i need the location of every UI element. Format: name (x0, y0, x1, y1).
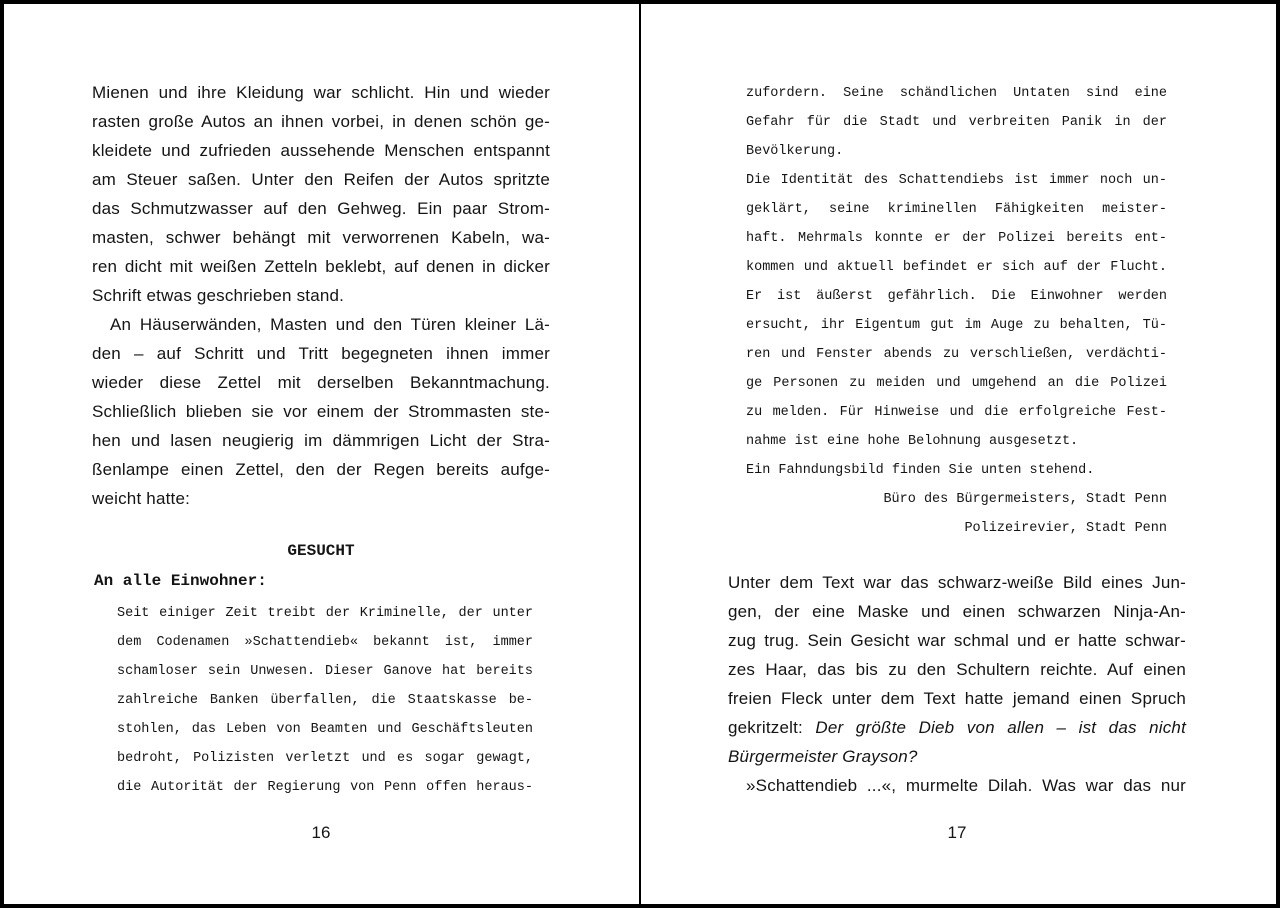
text-line: Seit einiger Zeit treibt der Kriminelle, der unter (117, 606, 533, 621)
text-line: geklärt, seine kriminellen Fähigkeiten meister- (746, 202, 1167, 217)
text-line: Schließlich blieben sie vor einem der Strommasten ste- (92, 402, 550, 421)
text-line: wieder diese Zettel mit derselben Bekanntmachung. (92, 373, 550, 392)
wanted-notice-heading: GESUCHT (287, 542, 355, 560)
text-line: Ein Fahndungsbild finden Sie unten stehend. (746, 463, 1095, 478)
text-line: stohlen, das Leben von Beamten und Geschäftsleuten (117, 722, 533, 737)
text-line: rasten große Autos an ihnen vorbei, in denen schön ge- (92, 112, 550, 131)
text-line: Bevölkerung. (746, 144, 844, 159)
text-line: das Schmutzwasser auf den Gehweg. Ein paar Strom- (92, 199, 550, 218)
text-line-italic: Bürgermeister Grayson? (728, 747, 918, 766)
text-line: freien Fleck unter dem Text hatte jemand einen Spruch (728, 689, 1186, 708)
text-line: zahlreiche Banken überfallen, die Staatskasse be- (117, 693, 533, 708)
text-line: zes Haar, das bis zu den Schultern reichte. Auf einen (728, 660, 1186, 679)
text-line: Unter dem Text war das schwarz-weiße Bild eines Jun- (728, 573, 1186, 592)
text-line: ßenlampe einen Zettel, den der Regen bereits aufge- (92, 460, 550, 479)
text-line: gen, der eine Maske und einen schwarzen Ninja-An- (728, 602, 1186, 621)
text-line: ren dicht mit weißen Zetteln beklebt, auf denen in dicker (92, 257, 550, 276)
text-line: hen und lasen neugierig im dämmrigen Licht der Stra- (92, 431, 550, 450)
text-line: An Häuserwänden, Masten und den Türen kleiner Lä- (110, 315, 550, 334)
signature-line: Büro des Bürgermeisters, Stadt Penn (883, 492, 1167, 507)
text-line: kommen und aktuell befindet er sich auf der Flucht. (746, 260, 1167, 275)
text-line: Die Identität des Schattendiebs ist immer noch un- (746, 173, 1167, 188)
text-line: ersucht, ihr Eigentum gut im Auge zu behalten, Tü- (746, 318, 1167, 333)
text-line: kleidete und zufrieden aussehende Menschen entspannt (92, 141, 550, 160)
page-number-right: 17 (947, 823, 967, 842)
wanted-notice-salutation: An alle Einwohner: (94, 572, 267, 590)
text-line: Gefahr für die Stadt und verbreiten Panik in der (746, 115, 1167, 130)
text-line: masten, schwer behängt mit verworrenen Kabeln, wa- (92, 228, 550, 247)
text-line: Schrift etwas geschrieben stand. (92, 286, 345, 305)
text-line: »Schattendieb ...«, murmelte Dilah. Was war das nur (746, 776, 1186, 795)
text-run: gekritzelt: (728, 718, 816, 737)
text-line: zu melden. Für Hinweise und die erfolgreiche Fest- (746, 405, 1167, 420)
text-line: zufordern. Seine schändlichen Untaten sind eine (746, 86, 1167, 101)
text-line: haft. Mehrmals konnte er der Polizei bereits ent- (746, 231, 1167, 246)
text-line: nahme ist eine hohe Belohnung ausgesetzt. (746, 434, 1079, 449)
text-line: Mienen und ihre Kleidung war schlicht. Hin und wieder (92, 83, 550, 102)
text-run-italic: Der größte Dieb von allen – ist das nicht (815, 718, 1187, 737)
text-line: dem Codenamen »Schattendieb« bekannt ist, immer (117, 635, 533, 650)
text-line: ren und Fenster abends zu verschließen, verdächti- (746, 347, 1167, 362)
text-line: am Steuer saßen. Unter den Reifen der Autos spritzte (92, 170, 550, 189)
text-line: die Autorität der Regierung von Penn offen heraus- (117, 780, 533, 795)
signature-line: Polizeirevier, Stadt Penn (964, 521, 1167, 536)
text-line: Er ist äußerst gefährlich. Die Einwohner werden (746, 289, 1167, 304)
text-line: weicht hatte: (92, 489, 191, 508)
text-line: den – auf Schritt und Tritt begegneten ihnen immer (92, 344, 550, 363)
page-number-left: 16 (311, 823, 331, 842)
text-line: bedroht, Polizisten verletzt und es sogar gewagt, (117, 751, 533, 766)
text-line: schamloser sein Unwesen. Dieser Ganove hat bereits (117, 664, 533, 679)
text-line: ge Personen zu meiden und umgehend an die Polizei (746, 376, 1167, 391)
text-line: zug trug. Sein Gesicht war schmal und er hatte schwar- (728, 631, 1186, 650)
